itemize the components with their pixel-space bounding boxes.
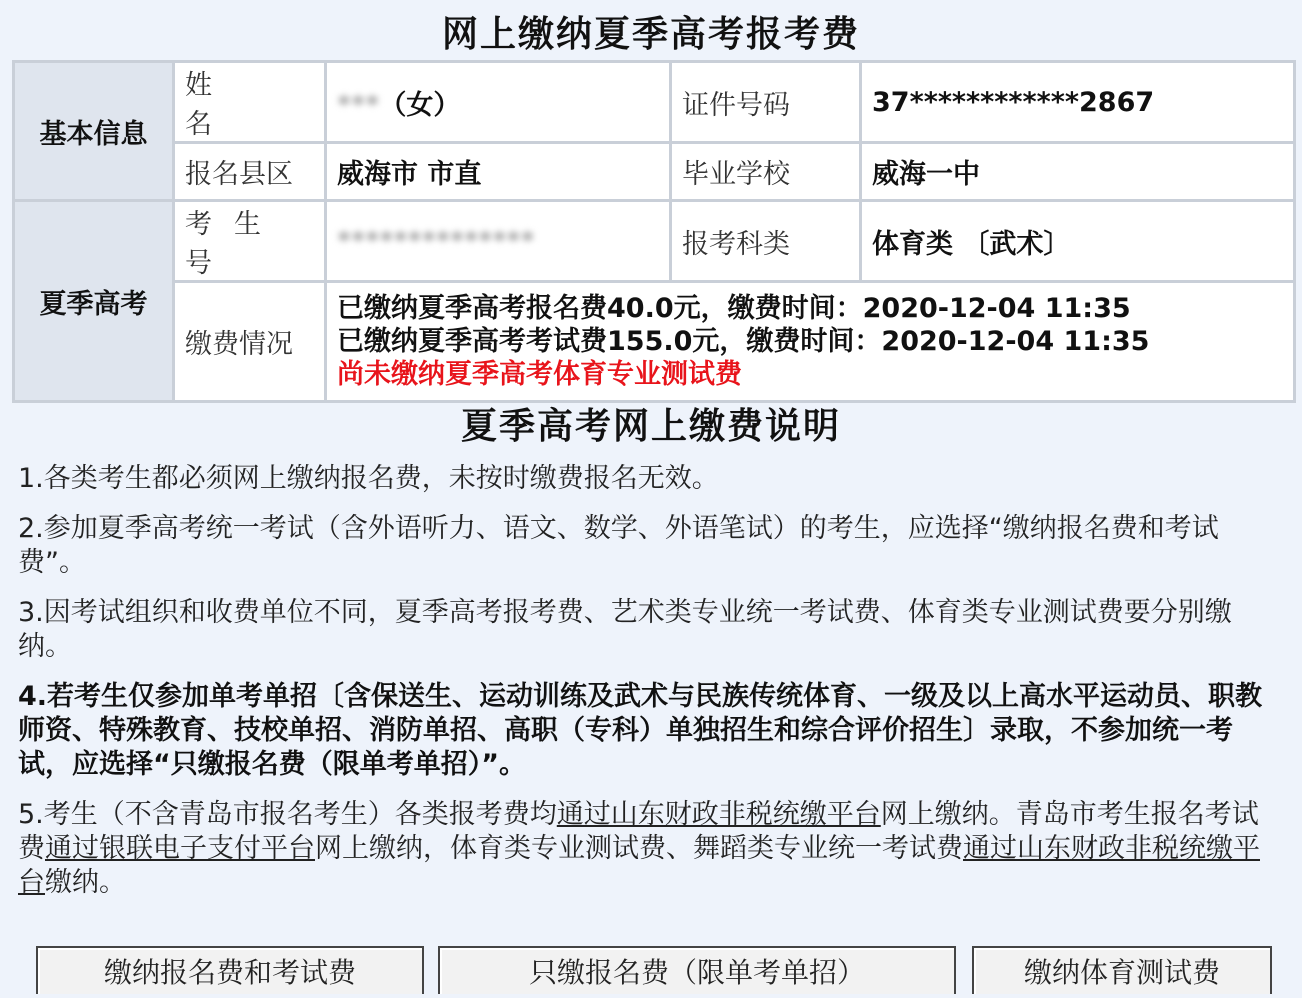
- instruction-item-5: [18, 798, 1278, 900]
- instruction-item-5-text-4: 缴纳。: [45, 867, 126, 898]
- id-value: 37************2867: [861, 62, 1295, 143]
- shandong-finance-platform-link[interactable]: 通过山东财政非税统缴平台: [556, 799, 881, 830]
- school-label: 毕业学校: [671, 143, 861, 201]
- id-label: 证件号码: [671, 62, 861, 143]
- info-table: [12, 60, 1296, 403]
- payment-status: [326, 282, 1295, 402]
- unionpay-platform-link[interactable]: 通过银联电子支付平台: [45, 833, 315, 864]
- county-label: 报名县区: [174, 143, 326, 201]
- school-value: 威海一中: [861, 143, 1295, 201]
- instruction-item-5-text-3: 网上缴纳，体育类专业测试费、舞蹈类专业统一考试费: [315, 833, 963, 864]
- shandong-finance-platform-link-2[interactable]: 通过山东财政非税统缴平台: [18, 833, 1260, 898]
- page-title: 网上缴纳夏季高考报考费: [441, 13, 860, 55]
- name-value: [326, 62, 671, 143]
- name-suffix: （女）: [379, 89, 461, 121]
- instruction-item-5-text-1: 5.考生（不含青岛市报名考生）各类报考费均: [18, 799, 557, 830]
- payment-unpaid-notice: 尚未缴纳夏季高考体育专业测试费: [337, 359, 742, 390]
- exam-number-blurred: **************: [337, 225, 535, 257]
- instruction-item-4: 4.若考生仅参加单考单招〔含保送生、运动训练及武术与民族传统体育、一级及以上高水平运动员、职教师资、特殊教育、技校单招、消防单招、高职（专科）单独招生和综合评价招生〕录取，不参加统一考试，应选择“只缴报名费（限单考单招）”。: [18, 681, 1263, 780]
- exam-number-label: 考生号: [174, 201, 326, 282]
- category-value: 体育类 〔武术〕: [861, 201, 1295, 282]
- instructions-title: 夏季高考网上缴费说明: [460, 405, 841, 447]
- exam-number-value: [326, 201, 671, 282]
- category-label: 报考科类: [671, 201, 861, 282]
- summer-exam-group-label: 夏季高考: [14, 201, 174, 402]
- pay-registration-only-button[interactable]: 只缴报名费（限单考单招）: [438, 946, 956, 994]
- pay-registration-and-exam-button[interactable]: 缴纳报名费和考试费: [36, 946, 424, 994]
- payment-label: 缴费情况: [174, 282, 326, 402]
- instruction-item-2: 2.参加夏季高考统一考试（含外语听力、语文、数学、外语笔试）的考生，应选择“缴纳报名费和考试费”。: [18, 513, 1219, 578]
- instructions-list: [18, 462, 1278, 916]
- instruction-item-1: 1.各类考生都必须网上缴纳报名费，未按时缴费报名无效。: [18, 463, 719, 494]
- instruction-item-3: 3.因考试组织和收费单位不同，夏季高考报考费、艺术类专业统一考试费、体育类专业测试费要分别缴纳。: [18, 597, 1232, 662]
- name-label: 姓 名: [174, 62, 326, 143]
- name-blurred: ***: [337, 89, 380, 121]
- pay-sports-test-button[interactable]: 缴纳体育测试费: [972, 946, 1272, 994]
- county-value: 威海市 市直: [326, 143, 671, 201]
- payment-line-exam: 已缴纳夏季高考考试费155.0元，缴费时间：2020-12-04 11:35: [337, 326, 1150, 357]
- basic-info-group-label: 基本信息: [14, 62, 174, 201]
- instruction-item-5-text-2: 网上缴纳。青岛市考生报名考试费: [18, 799, 1259, 864]
- payment-line-registration: 已缴纳夏季高考报名费40.0元，缴费时间：2020-12-04 11:35: [337, 293, 1131, 324]
